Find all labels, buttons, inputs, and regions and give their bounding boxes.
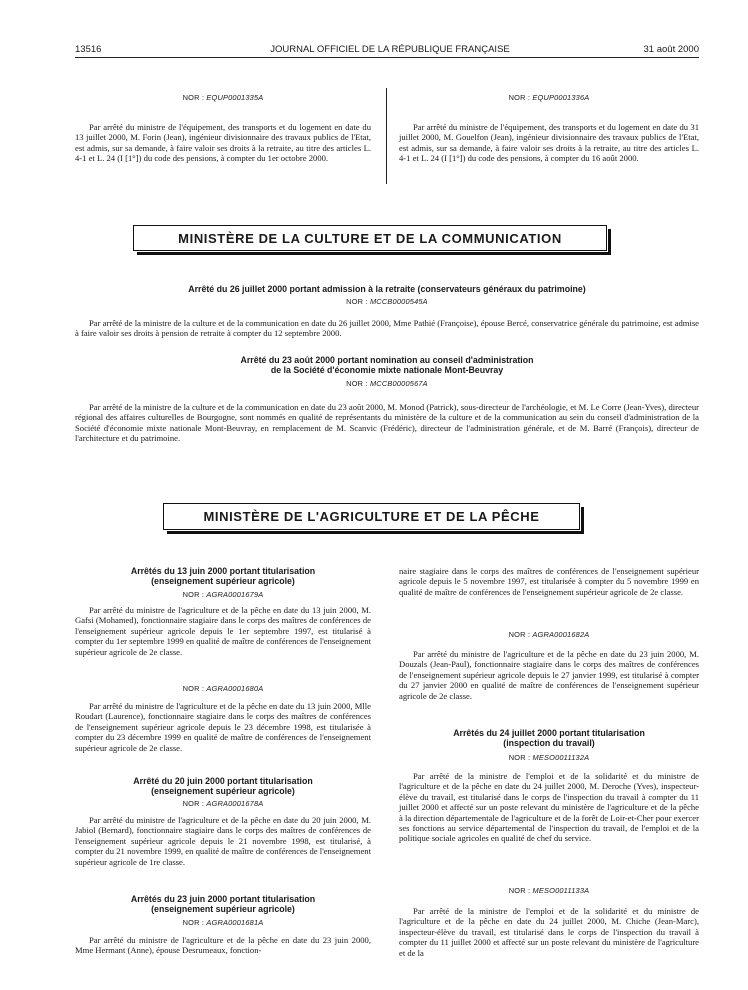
- nor-label: NOR :: [508, 630, 531, 639]
- arrete-title: Arrêté du 26 juillet 2000 portant admission à la retraite (conservateurs généraux du patrimoine): [188, 284, 586, 294]
- nor-reference: [399, 93, 699, 102]
- ministry-title: MINISTÈRE DE L'AGRICULTURE ET DE LA PÊCHE: [203, 509, 540, 524]
- arrete-paragraph: Par arrêté de la ministre de l'emploi et de la solidarité et du ministre de l'agriculture et de la pêche en date du 24 juillet 2000, M. Chiche (Jean-Marc), inspecteur-élève du travail, est titularisé dans le corps de l'inspection du travail à compter du 11 juillet 2000 et affecté sur un poste relevant du ministère de l'agriculture et de la: [399, 906, 699, 958]
- arrete-title-line: (enseignement supérieur agricole): [151, 576, 295, 587]
- nor-reference: [75, 93, 371, 102]
- ministry-heading-culture: [133, 225, 607, 251]
- arrete-title: [75, 566, 371, 586]
- nor-reference: [75, 684, 371, 693]
- arrete-paragraph: Par arrêté de la ministre de l'emploi et de la solidarité et du ministre de l'agriculture et de la pêche en date du 24 juillet 2000, M. Deroche (Yves), inspecteur-élève du travail, est titularisé dans le corps de l'inspection du travail à compter du 11 juillet 2000 et affecté sur un poste relevant du ministère de l'agriculture et de la pêche à la direction départementale de l'agriculture et de la forêt de Loir-et-Cher pour exercer ses fonctions au service départemental de l'inspection du travail, de l'emploi et de la politique sociale agricoles en qualité de chef du service.: [399, 771, 699, 844]
- nor-code: AGRA0001680A: [206, 684, 264, 693]
- arrete-paragraph: Par arrêté de la ministre de la culture et de la communication en date du 23 août 2000, M. Monod (Patrick), sous-directeur de l'archéologie, et M. Le Corre (Jean-Yves), directeur régional des affaires culturelles de Bourgogne, sont nommés en qualité de représentants du ministère de la culture et de la communication au sein du conseil d'administration de la Société d'économie mixte nationale Mont-Beuvray, en remplacement de M. Scanvic (Frédéric), directeur de l'administration générale, et de M. Barré (François), directeur de l'architecture et du patrimoine.: [75, 402, 699, 444]
- nor-reference: [75, 379, 699, 388]
- nor-reference: [75, 590, 371, 599]
- nor-label: NOR :: [182, 799, 205, 808]
- nor-code: AGRA0001678A: [206, 799, 264, 808]
- arrete-title-line: Arrêtés du 13 juin 2000 portant titularisation: [130, 566, 316, 576]
- nor-code: MESO0011133A: [532, 886, 590, 895]
- nor-label: NOR :: [182, 918, 205, 927]
- arrete-paragraph: Par arrêté du ministre de l'agriculture et de la pêche en date du 13 juin 2000, Mlle Roudart (Laurence), fonctionnaire stagiaire dans le corps des maîtres de conférences de l'enseignement supérieur agricole depuis le 23 décembre 1998, est titularisée à compter du 23 décembre 1999 en qualité de maître de conférences de l'enseignement supérieur agricole de 2e classe.: [75, 701, 371, 753]
- nor-reference: [75, 297, 699, 306]
- arrete-title-line: (enseignement supérieur agricole): [151, 904, 295, 915]
- arrete-paragraph: Par arrêté du ministre de l'agriculture et de la pêche en date du 23 juin 2000, M. Douzals (Jean-Paul), fonctionnaire stagiaire dans le corps des maîtres de conférences de l'enseignement supérieur agricole depuis le 27 janvier 1999, est titularisé à compter du 27 janvier 2000 en qualité de maître de conférences de l'enseignement supérieur agricole de 2e classe.: [399, 649, 699, 701]
- arrete-title: [75, 776, 371, 796]
- nor-code: MCCB0000567A: [369, 379, 428, 388]
- header-rule: [75, 57, 699, 58]
- nor-label: NOR :: [182, 590, 205, 599]
- nor-reference: [399, 753, 699, 762]
- issue-date: 31 août 2000: [643, 44, 699, 55]
- arrete-paragraph: Par arrêté de la ministre de la culture et de la communication en date du 26 juillet 2000, Mme Pathié (Françoise), épouse Bercé, conservatrice générale du patrimoine, est admise à faire valoir ses droits à pension de retraite à compter du 12 septembre 2000.: [75, 318, 699, 339]
- nor-reference: [399, 630, 699, 639]
- arrete-title-line: Arrêtés du 23 juin 2000 portant titularisation: [130, 894, 316, 904]
- page-number: 13516: [75, 44, 102, 55]
- arrete-title: [75, 355, 699, 375]
- journal-title: JOURNAL OFFICIEL DE LA RÉPUBLIQUE FRANÇAISE: [270, 44, 510, 55]
- arrete-title-line: de la Société d'économie mixte nationale Mont-Beuvray: [270, 365, 504, 376]
- nor-reference: [399, 886, 699, 895]
- ministry-title: MINISTÈRE DE LA CULTURE ET DE LA COMMUNICATION: [178, 230, 562, 246]
- nor-label: NOR :: [182, 93, 205, 102]
- nor-code: EQUP0001336A: [532, 93, 590, 102]
- arrete-title-line: (inspection du travail): [503, 738, 595, 749]
- nor-label: NOR :: [346, 297, 368, 306]
- nor-reference: [75, 918, 371, 927]
- nor-label: NOR :: [182, 684, 205, 693]
- nor-code: AGRA0001679A: [206, 590, 264, 599]
- arrete-paragraph: Par arrêté du ministre de l'agriculture et de la pêche en date du 20 juin 2000, M. Jabiol (Bernard), fonctionnaire stagiaire dans le corps des maîtres de conférences de l'enseignement supérieur agricole depuis le 21 novembre 1998, est titularisé, à compter du 21 novembre 1999, en qualité de maître de conférences de l'enseignement supérieur agricole de 1re classe.: [75, 815, 371, 867]
- nor-label: NOR :: [346, 379, 368, 388]
- arrete-title-line: Arrêtés du 24 juillet 2000 portant titularisation: [453, 728, 645, 738]
- arrete-title: [399, 728, 699, 748]
- nor-code: MCCB0000545A: [369, 297, 428, 306]
- arrete-title-line: Arrêté du 23 août 2000 portant nomination au conseil d'administration: [240, 355, 534, 365]
- arrete-title-line: Arrêté du 20 juin 2000 portant titularisation: [133, 776, 313, 786]
- nor-label: NOR :: [508, 753, 531, 762]
- nor-label: NOR :: [508, 93, 531, 102]
- nor-label: NOR :: [508, 886, 531, 895]
- arrete-paragraph-continued: naire stagiaire dans le corps des maîtres de conférences de l'enseignement supérieur agricole depuis le 5 novembre 1997, est titularisée à compter du 5 novembre 1999 en qualité de maître de conférences de l'enseignement supérieur agricole de 2e classe.: [399, 566, 699, 597]
- ministry-heading-agriculture: [163, 503, 580, 530]
- arrete-title: [75, 894, 371, 914]
- nor-code: MESO0011132A: [532, 753, 590, 762]
- arrete-paragraph: Par arrêté du ministre de l'agriculture et de la pêche en date du 13 juin 2000, M. Gafsi (Mohamed), fonctionnaire stagiaire dans le corps des maîtres de conférences de l'enseignement supérieur agricole depuis le 1er septembre 1997, est titularisé à compter du 1er septembre 1999 en qualité de maître de conférences de l'enseignement supérieur agricole de 2e classe.: [75, 605, 372, 657]
- nor-reference: [75, 799, 371, 808]
- arrete-paragraph: Par arrêté du ministre de l'équipement, des transports et du logement en date du 31 juillet 2000, M. Gouelfon (Jean), ingénieur divisionnaire des travaux publics de l'Etat, est admis, sur sa demande, à faire valoir ses droits à la retraite, au titre des articles L. 4-1 et L. 24 (I [1°]) du code des pensions, à compter du 16 août 2000.: [399, 122, 699, 164]
- nor-code: EQUP0001335A: [206, 93, 264, 102]
- arrete-title-line: (enseignement supérieur agricole): [151, 786, 295, 797]
- arrete-paragraph: Par arrêté du ministre de l'agriculture et de la pêche en date du 23 juin 2000, Mme Hermant (Anne), épouse Desrumeaux, fonction-: [75, 935, 371, 956]
- nor-code: AGRA0001682A: [532, 630, 590, 639]
- arrete-paragraph: Par arrêté du ministre de l'équipement, des transports et du logement en date du 13 juillet 2000, M. Forin (Jean), ingénieur divisionnaire des travaux publics de l'Etat, est admis, sur sa demande, à faire valoir ses droits à la retraite, au titre des articles L. 4-1 et L. 24 (I [1°]) du code des pensions, à compter du 1er octobre 2000.: [75, 122, 371, 164]
- column-divider: [386, 88, 387, 184]
- nor-code: AGRA0001681A: [206, 918, 264, 927]
